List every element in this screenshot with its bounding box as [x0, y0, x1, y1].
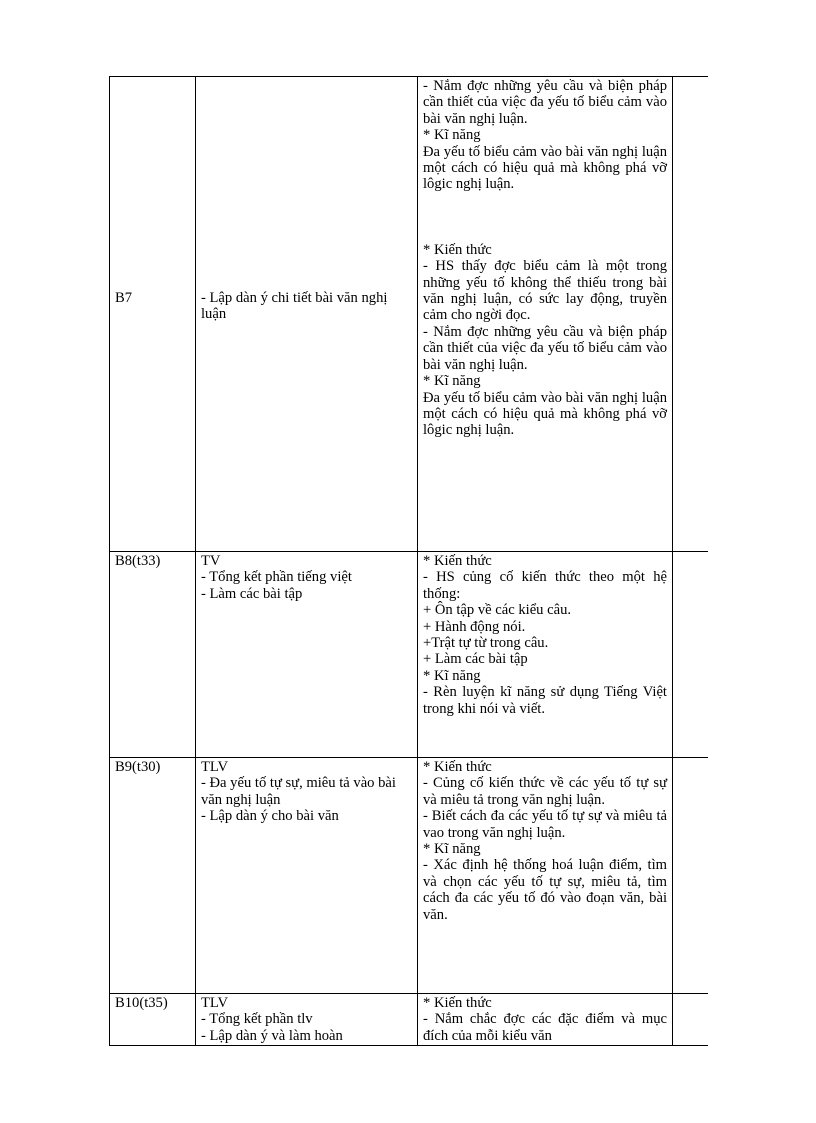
objective-line: * Kiến thức: [423, 241, 492, 258]
objective-line: + Ôn tập về các kiểu câu.: [423, 602, 572, 619]
content-line: - Tổng kết phần tiếng việt: [201, 569, 352, 586]
objective-line: - Biết cách đa các yếu tố tự sự và miêu tả vao trong văn nghị luận.: [423, 808, 667, 841]
content-line: - Tổng kết phần tlv: [201, 1011, 313, 1028]
notes-cell: [673, 758, 709, 994]
table-row: [110, 758, 709, 994]
objective-line: - HS thấy đợc biểu cảm là một trong những yếu tố không thể thiếu trong bài văn nghị luận, có sức lay động, truyền cảm cho ngời đọc.: [423, 258, 667, 324]
objective-line: * Kiến thức: [423, 553, 492, 569]
notes-cell: [673, 552, 709, 758]
table-bottom-border: [109, 1045, 708, 1046]
objective-line: Đa yếu tố biểu cảm vào bài văn nghị luận một cách có hiệu quả mà không phá vỡ lôgic nghị luận.: [423, 143, 667, 193]
lesson-content-cell: [196, 994, 418, 1047]
objective-spacer: [423, 193, 667, 242]
objectives-cell: [418, 994, 673, 1047]
content-line: - Đa yếu tố tự sự, miêu tả vào bài văn nghị luận: [201, 775, 396, 808]
objective-line: - HS củng cố kiến thức theo một hệ thống:: [423, 569, 667, 602]
objective-line: + Làm các bài tập: [423, 651, 528, 668]
objective-line: * Kĩ năng: [423, 373, 481, 390]
objective-line: * Kiến thức: [423, 995, 492, 1011]
lesson-code: B10(t35): [115, 995, 168, 1011]
objectives-cell: [418, 77, 673, 552]
lesson-content-cell: [196, 77, 418, 552]
objective-line: - Xác định hệ thống hoá luận điểm, tìm và chọn các yếu tố tự sự, miêu tả, tìm cách đa các yếu tố đó vào đoạn văn, bài văn.: [423, 857, 667, 923]
lesson-code-cell: [110, 994, 196, 1047]
lesson-code: B9(t30): [115, 759, 161, 775]
objective-line: Đa yếu tố biểu cảm vào bài văn nghị luận một cách có hiệu quả mà không phá vỡ lôgic nghị luận.: [423, 389, 667, 439]
lesson-content-cell: [196, 552, 418, 758]
objective-line: - Củng cố kiến thức về các yếu tố tự sự và miêu tả trong văn nghị luận.: [423, 775, 667, 808]
objective-line: - Nắm đợc những yêu cầu và biện pháp cần thiết của việc đa yếu tố biểu cảm vào bài văn nghị luận.: [423, 323, 667, 373]
lesson-content-cell: [196, 758, 418, 994]
table-row: [110, 77, 709, 552]
table-row: [110, 552, 709, 758]
lesson-code: B7: [115, 289, 133, 306]
content-line: - Lập dàn ý chi tiết bài văn nghị luận: [201, 289, 388, 322]
objective-line: + Hành động nói.: [423, 618, 526, 635]
objective-line: - Nắm đợc những yêu cầu và biện pháp cần thiết của việc đa yếu tố biểu cảm vào bài văn nghị luận.: [423, 78, 667, 127]
content-line: TLV: [201, 995, 229, 1011]
objective-line: - Nắm chắc đợc các đặc điểm và mục đích của mỗi kiểu văn: [423, 1011, 667, 1044]
lesson-code-cell: [110, 758, 196, 994]
objective-line: +Trật tự từ trong câu.: [423, 635, 549, 652]
lesson-code-cell: [110, 552, 196, 758]
content-line: - Lập dàn ý cho bài văn: [201, 808, 339, 825]
lesson-code: B8(t33): [115, 553, 161, 569]
objective-line: * Kĩ năng: [423, 667, 481, 684]
lesson-code-cell: [110, 77, 196, 552]
notes-cell: [673, 994, 709, 1047]
objective-line: * Kiến thức: [423, 759, 492, 775]
objective-line: * Kĩ năng: [423, 127, 481, 144]
table-row: [110, 994, 709, 1047]
objective-line: - Rèn luyện kĩ năng sử dụng Tiếng Việt trong khi nói và viết.: [423, 684, 667, 717]
objective-line: * Kĩ năng: [423, 841, 481, 858]
content-line: - Làm các bài tập: [201, 585, 303, 602]
objectives-cell: [418, 758, 673, 994]
content-line: - Lập dàn ý và làm hoàn: [201, 1027, 343, 1044]
curriculum-table: [109, 76, 708, 1046]
content-line: TLV: [201, 759, 229, 775]
notes-cell: [673, 77, 709, 552]
objectives-cell: [418, 552, 673, 758]
content-line: TV: [201, 553, 221, 569]
